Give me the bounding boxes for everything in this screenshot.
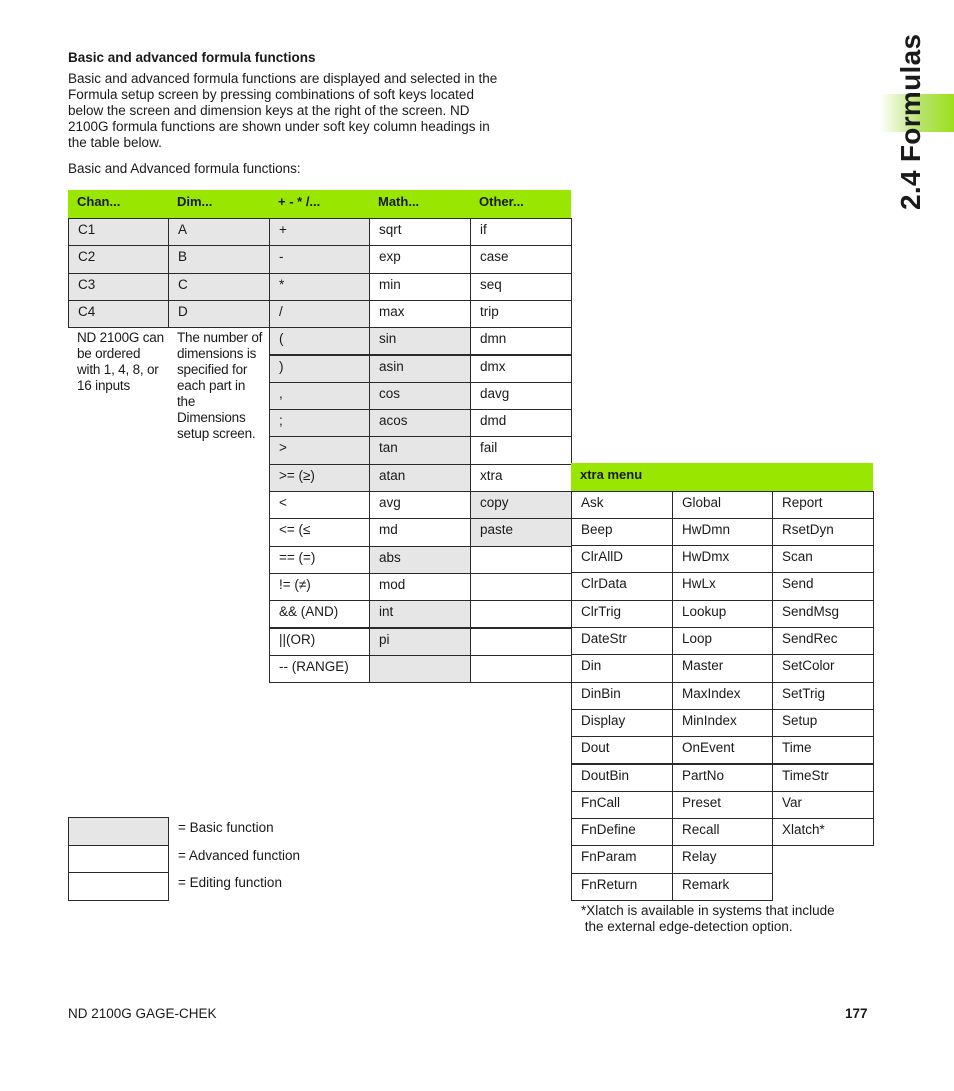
table-cell: sqrt [369, 218, 471, 246]
table-cell: != (≠) [269, 573, 370, 601]
table-cell: case [470, 245, 572, 273]
table-cell: pi [369, 628, 471, 656]
xtra-menu-cell: Din [571, 654, 673, 682]
footer-product: ND 2100G GAGE-CHEK [68, 1006, 217, 1021]
table-cell: md [369, 518, 471, 546]
xtra-menu-cell: SendMsg [772, 600, 874, 628]
column-header: Other... [470, 190, 571, 218]
table-cell: seq [470, 273, 572, 301]
xtra-menu-cell: Relay [672, 845, 773, 873]
table-cell: > [269, 436, 370, 464]
xtra-menu-cell: Lookup [672, 600, 773, 628]
xtra-menu-cell: MaxIndex [672, 682, 773, 710]
xtra-menu-cell: Recall [672, 818, 773, 846]
xtra-menu-cell: Loop [672, 627, 773, 655]
dimension-note: The number of dimensions is specified for each part in the Dimensions setup screen. [177, 330, 263, 442]
section-title: 2.4 Formulas [895, 33, 926, 210]
table-cell: dmd [470, 409, 572, 437]
table-cell: - [269, 245, 370, 273]
xtra-menu-cell: FnCall [571, 791, 673, 819]
xtra-menu-cell: ClrTrig [571, 600, 673, 628]
table-cell: C3 [68, 273, 169, 301]
table-cell: <= (≤ [269, 518, 370, 546]
legend-label: = Editing function [178, 875, 282, 890]
xtra-menu-cell: Scan [772, 545, 874, 573]
table-cell: cos [369, 382, 471, 410]
table-cell: acos [369, 409, 471, 437]
table-cell: / [269, 300, 370, 328]
table-cell: copy [470, 491, 572, 519]
table-cell: dmx [470, 355, 572, 383]
table-cell: max [369, 300, 471, 328]
table-cell: -- (RANGE) [269, 655, 370, 683]
xtra-menu-cell: HwLx [672, 572, 773, 600]
xtra-menu-cell: DinBin [571, 682, 673, 710]
xtra-menu-cell: SendRec [772, 627, 874, 655]
table-cell: if [470, 218, 572, 246]
page-number: 177 [845, 1006, 868, 1021]
table-cell: C1 [68, 218, 169, 246]
intro-paragraph: Basic and advanced formula functions are displayed and selected in the Formula setup screen by pressing combinations of soft keys located below the screen and dimension keys at the right of the screen. ND 2100G formula functions are shown under soft key column headings in the table below. [68, 71, 498, 150]
xtra-menu-cell: Master [672, 654, 773, 682]
table-cell: trip [470, 300, 572, 328]
xtra-menu-cell: FnParam [571, 845, 673, 873]
xtra-menu-cell: OnEvent [672, 736, 773, 764]
xtra-menu-cell: PartNo [672, 764, 773, 792]
column-header: Chan... [68, 190, 168, 218]
table-cell: int [369, 600, 471, 628]
table-cell: fail [470, 436, 572, 464]
xlatch-footnote: *Xlatch is available in systems that include the external edge-detection option. [581, 903, 835, 934]
xtra-menu-cell: Remark [672, 873, 773, 901]
table-lead: Basic and Advanced formula functions: [68, 161, 301, 176]
table-cell: abs [369, 546, 471, 574]
table-cell: && (AND) [269, 600, 370, 628]
table-cell: , [269, 382, 370, 410]
table-cell: xtra [470, 464, 572, 492]
xtra-menu-cell: Send [772, 572, 874, 600]
table-cell: ( [269, 327, 370, 355]
xtra-menu-header: xtra menu [571, 463, 873, 491]
table-cell: avg [369, 491, 471, 519]
table-cell [369, 655, 471, 683]
legend-swatch-basic [68, 817, 169, 846]
table-cell: mod [369, 573, 471, 601]
table-cell: >= (≥) [269, 464, 370, 492]
table-cell: < [269, 491, 370, 519]
column-header: + - * /... [269, 190, 369, 218]
xtra-menu-cell: ClrData [571, 572, 673, 600]
xtra-menu-cell: Xlatch* [772, 818, 874, 846]
table-cell: dmn [470, 327, 572, 355]
xtra-menu-cell: HwDmx [672, 545, 773, 573]
table-cell: ; [269, 409, 370, 437]
table-cell: ) [269, 355, 370, 383]
xtra-menu-cell: RsetDyn [772, 518, 874, 546]
table-cell: paste [470, 518, 572, 546]
xtra-menu-cell: Ask [571, 491, 673, 519]
table-cell: atan [369, 464, 471, 492]
heading: Basic and advanced formula functions [68, 50, 316, 65]
table-cell: B [168, 245, 270, 273]
table-cell: D [168, 300, 270, 328]
table-cell: ||(OR) [269, 628, 370, 656]
xtra-menu-cell: Report [772, 491, 874, 519]
xtra-menu-cell: FnReturn [571, 873, 673, 901]
table-cell [470, 546, 572, 574]
xtra-menu-cell: TimeStr [772, 764, 874, 792]
table-cell: A [168, 218, 270, 246]
xtra-menu-cell: DoutBin [571, 764, 673, 792]
table-cell: davg [470, 382, 572, 410]
xtra-menu-cell: Preset [672, 791, 773, 819]
xtra-menu-cell: MinIndex [672, 709, 773, 737]
table-cell: + [269, 218, 370, 246]
table-cell [470, 600, 572, 628]
channel-note: ND 2100G can be ordered with 1, 4, 8, or 16 inputs [77, 330, 164, 394]
xtra-menu-cell: SetTrig [772, 682, 874, 710]
xtra-menu-cell: Global [672, 491, 773, 519]
table-cell: tan [369, 436, 471, 464]
table-cell: asin [369, 355, 471, 383]
xtra-menu-cell: Beep [571, 518, 673, 546]
table-cell: C [168, 273, 270, 301]
xtra-menu-cell: ClrAllD [571, 545, 673, 573]
xtra-menu-cell: Dout [571, 736, 673, 764]
xtra-menu-cell: HwDmn [672, 518, 773, 546]
xtra-menu-cell: DateStr [571, 627, 673, 655]
table-cell: sin [369, 327, 471, 355]
legend-label: = Advanced function [178, 847, 300, 863]
column-header: Math... [369, 190, 470, 218]
xtra-menu-cell: Display [571, 709, 673, 737]
table-cell: C2 [68, 245, 169, 273]
table-cell: == (=) [269, 546, 370, 574]
column-header: Dim... [168, 190, 269, 218]
xtra-menu-cell: Time [772, 736, 874, 764]
table-cell [470, 628, 572, 656]
table-cell [470, 655, 572, 683]
xtra-menu-cell: Setup [772, 709, 874, 737]
table-cell [470, 573, 572, 601]
table-cell: min [369, 273, 471, 301]
table-cell: * [269, 273, 370, 301]
xtra-menu-cell: SetColor [772, 654, 874, 682]
table-cell: exp [369, 245, 471, 273]
legend-swatch-advanced [68, 845, 169, 874]
legend-swatch-editing [68, 872, 169, 901]
legend-label: = Basic function [178, 820, 274, 835]
xtra-menu-cell: FnDefine [571, 818, 673, 846]
table-cell: C4 [68, 300, 169, 328]
xtra-menu-cell: Var [772, 791, 874, 819]
